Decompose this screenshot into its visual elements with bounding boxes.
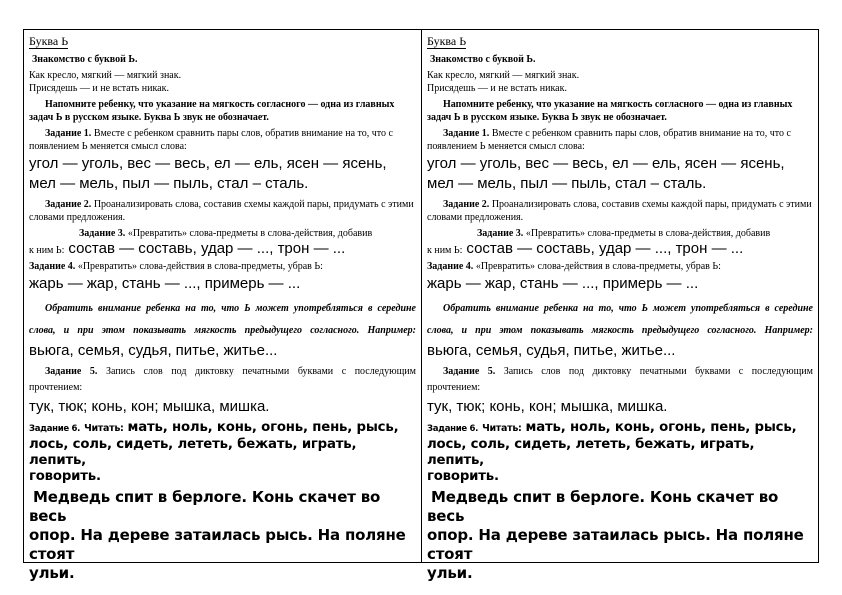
task-3-text: «Превратить» слова-предметы в слова-действия, добавив [127, 228, 373, 239]
task-4-words: жарь — жар, стань — ..., примерь — ... [29, 275, 301, 292]
intro-heading: Знакомство с буквой Ь. [32, 54, 138, 65]
task-1 [427, 127, 813, 153]
task-2-label: Задание 2. [443, 199, 490, 210]
task-4-text: «Превратить» слова-действия в слова-предметы, убрав Ь: [77, 261, 323, 272]
task-1-words-line-2: мел — мель, пыл — пыль, стал – сталь. [29, 175, 309, 192]
intro-heading: Знакомство с буквой Ь. [430, 54, 536, 65]
task-6-words-3: говорить. [427, 469, 499, 484]
note-middle-soft-sign [427, 297, 813, 361]
task-3-words-line [427, 240, 813, 258]
task-4-label: Задание 4. [427, 261, 474, 272]
task-4-label: Задание 4. [29, 261, 76, 272]
task-3-words-line [29, 240, 416, 258]
task-1 [29, 127, 416, 153]
task-5-label: Задание 5. [443, 366, 496, 377]
rhyme-line-2: Присядешь — и не встать никак. [427, 83, 567, 94]
note-softness: Напомните ребенку, что указание на мягкость согласного — одна из главных задач Ь в русском языке. Буква Ь звук не обозначает. [427, 99, 793, 123]
task-1-text: Вместе с ребенком сравнить пары слов, обратив внимание на то, что с появлением Ь меняется смысл слова: [29, 128, 393, 152]
task-5-text: Запись слов под диктовку печатными буквами с последующим прочтением: [29, 366, 416, 393]
note-middle-words-2: питье, житье... [573, 342, 676, 359]
task-3-words: состав — составь, удар — ..., трон — ... [466, 240, 744, 257]
task-6-label: Задание 6. [29, 424, 81, 434]
task-6-words-3: говорить. [29, 469, 101, 484]
task-4-text: «Превратить» слова-действия в слова-предметы, убрав Ь: [475, 261, 721, 272]
task-6-read-label: Читать: [482, 423, 522, 434]
story-line-1: Медведь спит в берлоге. Конь скачет во весь [29, 488, 381, 525]
worksheet-column-left [24, 30, 421, 582]
task-3-label: Задание 3. [79, 228, 126, 239]
worksheet-table [23, 29, 819, 582]
story-line-3: ульи. [427, 564, 473, 582]
story-line-3: ульи. [29, 564, 75, 582]
note-middle-words-1: вьюга, семья, судья, [29, 342, 172, 359]
task-2 [427, 198, 813, 224]
task-1-label: Задание 1. [45, 128, 92, 139]
task-1-label: Задание 1. [443, 128, 490, 139]
task-5-text: Запись слов под диктовку печатными буквами с последующим прочтением: [427, 366, 813, 393]
task-3-text: «Превратить» слова-предметы в слова-действия, добавив [525, 228, 771, 239]
task-1-words-line-1: угол — уголь, вес — весь, ел — ель, ясен — ясень, [29, 155, 387, 172]
task-6-read-label: Читать: [84, 423, 124, 434]
story-line-2: опор. На дереве затаилась рысь. На поляне стоят [29, 526, 406, 563]
task-6-words-1: мать, ноль, конь, огонь, пень, рысь, [127, 420, 399, 435]
note-softness: Напомните ребенку, что указание на мягкость согласного — одна из главных задач Ь в русском языке. Буква Ь звук не обозначает. [29, 99, 395, 123]
task-1-text: Вместе с ребенком сравнить пары слов, обратив внимание на то, что с появлением Ь меняется смысл слова: [427, 128, 791, 152]
task-4 [29, 260, 416, 273]
note-middle-text: Обратить внимание ребенка на то, что Ь может употребляться в середине слова, и при этом показывать мягкость предыдущего согласного. Например: [427, 303, 813, 336]
task-3 [427, 227, 813, 240]
rhyme-line-1: Как кресло, мягкий — мягкий знак. [29, 70, 182, 81]
task-4-words: жарь — жар, стань — ..., примерь — ... [427, 275, 699, 292]
task-1-words-line-2: мел — мель, пыл — пыль, стал – сталь. [427, 175, 707, 192]
page-title: Буква Ь [29, 34, 69, 48]
task-5-words: тук, тюк; конь, кон; мышка, мишка. [29, 398, 270, 415]
task-6 [427, 419, 813, 437]
story-line-1: Медведь спит в берлоге. Конь скачет во весь [427, 488, 779, 525]
task-2 [29, 198, 416, 224]
note-middle-words-1: вьюга, семья, судья, [427, 342, 570, 359]
note-middle-words-2: питье, житье... [175, 342, 278, 359]
note-middle-soft-sign [29, 297, 416, 361]
task-1-words-line-1: угол — уголь, вес — весь, ел — ель, ясен — ясень, [427, 155, 785, 172]
task-5 [29, 364, 416, 396]
task-5-words: тук, тюк; конь, кон; мышка, мишка. [427, 398, 668, 415]
task-3-prefix: к ним Ь: [29, 245, 65, 256]
worksheet-column-right [421, 30, 818, 582]
task-2-text: Проанализировать слова, составив схемы каждой пары, придумать с этими словами предложения. [29, 199, 414, 223]
rhyme-line-2: Присядешь — и не встать никак. [29, 83, 169, 94]
task-3 [29, 227, 416, 240]
task-5-label: Задание 5. [45, 366, 98, 377]
task-3-words: состав — составь, удар — ..., трон — ... [68, 240, 346, 257]
task-5 [427, 364, 813, 396]
task-4 [427, 260, 813, 273]
task-6-words-2: лось, соль, сидеть, лететь, бежать, играть, лепить, [427, 437, 755, 468]
task-6-words-1: мать, ноль, конь, огонь, пень, рысь, [525, 420, 797, 435]
task-6-label: Задание 6. [427, 424, 479, 434]
task-6 [29, 419, 416, 437]
task-3-prefix: к ним Ь: [427, 245, 463, 256]
task-2-text: Проанализировать слова, составив схемы каждой пары, придумать с этими словами предложения. [427, 199, 812, 223]
task-3-label: Задание 3. [477, 228, 524, 239]
rhyme-line-1: Как кресло, мягкий — мягкий знак. [427, 70, 580, 81]
note-middle-text: Обратить внимание ребенка на то, что Ь может употребляться в середине слова, и при этом показывать мягкость предыдущего согласного. Например: [29, 303, 416, 336]
task-6-words-2: лось, соль, сидеть, лететь, бежать, играть, лепить, [29, 437, 357, 468]
story-line-2: опор. На дереве затаилась рысь. На поляне стоят [427, 526, 804, 563]
page-title: Буква Ь [427, 34, 467, 48]
task-2-label: Задание 2. [45, 199, 92, 210]
